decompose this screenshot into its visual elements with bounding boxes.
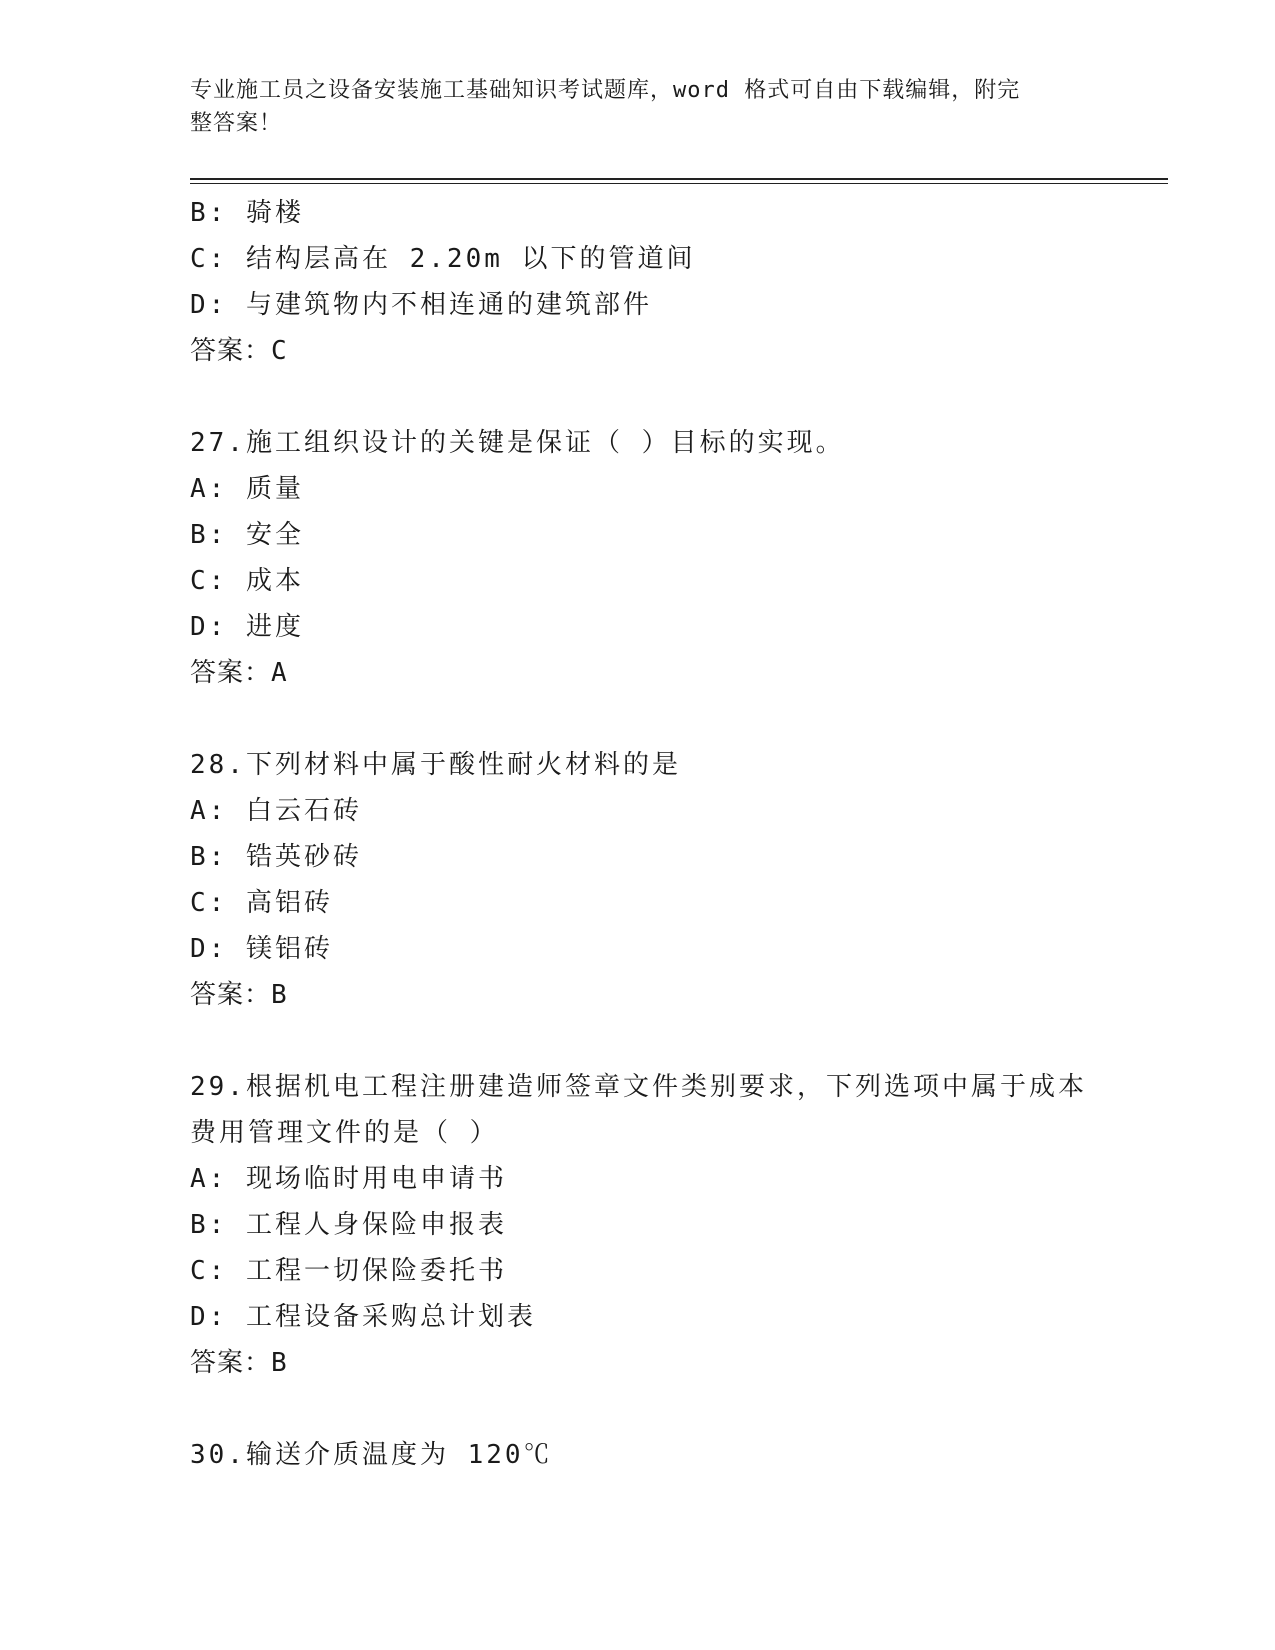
option-c: C: 工程一切保险委托书 — [190, 1256, 507, 1286]
header-line-2: 整答案！ — [190, 111, 283, 136]
option-b: B: 安全 — [190, 520, 304, 550]
option-c: C: 高铝砖 — [190, 888, 333, 918]
header-line-1: 专业施工员之设备安装施工基础知识考试题库，word 格式可自由下载编辑，附完 — [190, 78, 1021, 103]
question-29 — [190, 1064, 1130, 1386]
question-text: 30.输送介质温度为 120℃ — [190, 1440, 553, 1470]
option-a: A: 现场临时用电申请书 — [190, 1164, 507, 1194]
previous-question-tail — [190, 190, 1130, 374]
option-c: C: 结构层高在 2.20m 以下的管道间 — [190, 244, 696, 274]
option-d: D: 工程设备采购总计划表 — [190, 1302, 536, 1332]
question-30 — [190, 1432, 1130, 1478]
document-header — [190, 74, 1090, 140]
question-28 — [190, 742, 1130, 1018]
answer: 答案：B — [190, 980, 288, 1010]
answer: 答案：C — [190, 336, 288, 366]
question-list — [190, 190, 1130, 1478]
header-divider-thin — [190, 183, 1168, 184]
question-text: 28.下列材料中属于酸性耐火材料的是 — [190, 750, 681, 780]
question-text-line-2: 费用管理文件的是（ ） — [190, 1118, 499, 1148]
answer: 答案：B — [190, 1348, 288, 1378]
header-divider-thick — [190, 178, 1168, 180]
option-a: A: 质量 — [190, 474, 304, 504]
option-a: A: 白云石砖 — [190, 796, 362, 826]
answer: 答案：A — [190, 658, 288, 688]
option-d: D: 进度 — [190, 612, 304, 642]
option-d: D: 镁铝砖 — [190, 934, 333, 964]
option-b: B: 工程人身保险申报表 — [190, 1210, 507, 1240]
question-27 — [190, 420, 1130, 696]
option-b: B: 锆英砂砖 — [190, 842, 362, 872]
option-d: D: 与建筑物内不相连通的建筑部件 — [190, 290, 652, 320]
option-c: C: 成本 — [190, 566, 304, 596]
question-text-line-1: 29.根据机电工程注册建造师签章文件类别要求，下列选项中属于成本 — [190, 1072, 1087, 1102]
question-text: 27.施工组织设计的关键是保证（ ）目标的实现。 — [190, 428, 845, 458]
option-b: B: 骑楼 — [190, 198, 304, 228]
